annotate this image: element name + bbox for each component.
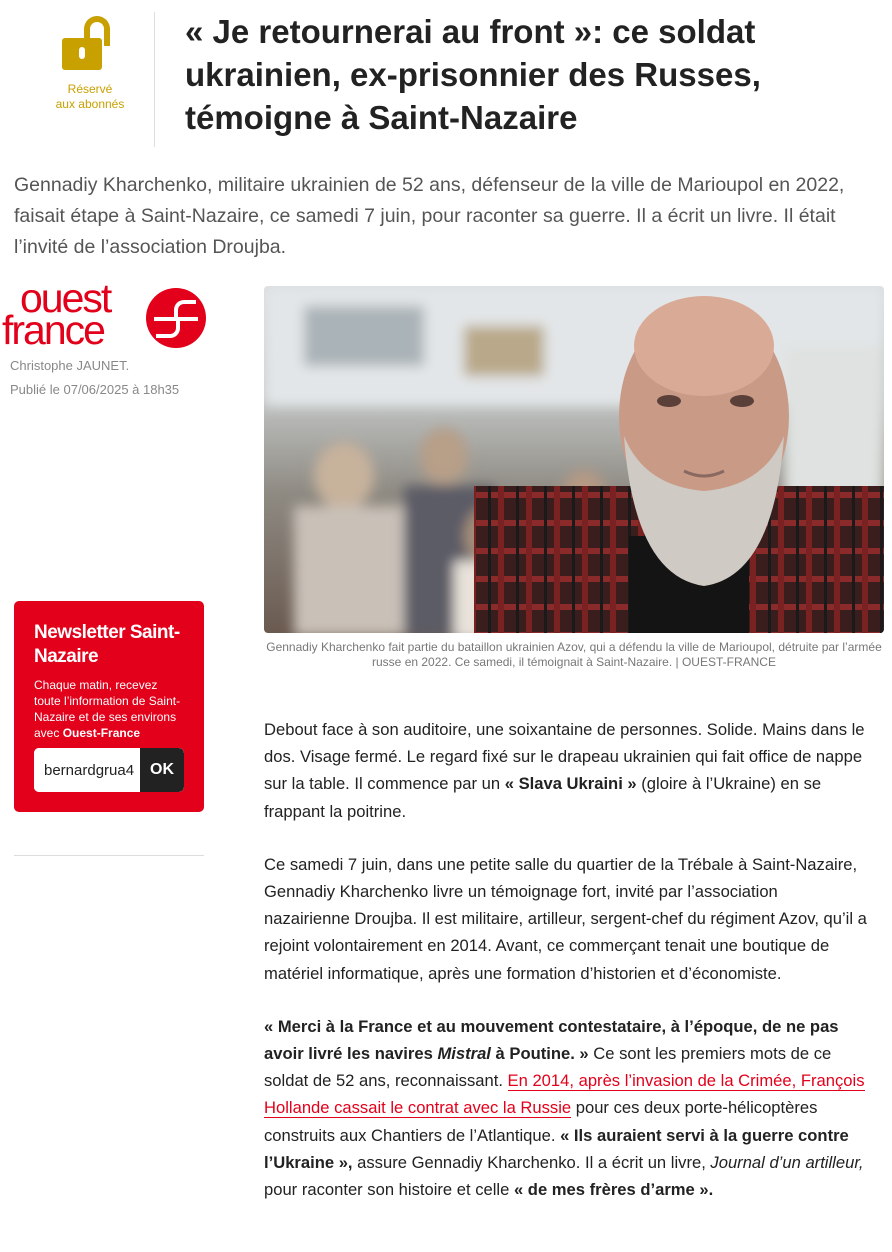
photo-illustration bbox=[264, 286, 884, 633]
newsletter-submit-button[interactable]: OK bbox=[140, 748, 184, 792]
article-title: « Je retournerai au front »: ce soldat ukrainien, ex-prisonnier des Russes, témoigne à Saint-Nazaire bbox=[185, 13, 761, 136]
newsletter-title: Newsletter Saint-Nazaire bbox=[34, 622, 180, 667]
paragraph-3: « Merci à la France et au mouvement contestataire, à l’époque, de ne pas avoir livré les navires Mistral à Poutine. » Ce sont les premiers mots de ce soldat de 52 ans, reconnaissant. En 2014, après l’invasion de la Crimée, François Hollande cassait le contrat avec la Russie pour ces deux porte-hélicoptères construits aux Chantiers de l’Atlantique. « Ils auraient servi à la guerre contre l’Ukraine », assure Gennadiy Kharchenko. Il a écrit un livre, Journal d’un artilleur, pour raconter son histoire et celle « de mes frères d’arme ». bbox=[264, 1016, 865, 1200]
sidebar-divider bbox=[14, 855, 204, 856]
premium-label: Réservé aux abonnés bbox=[55, 82, 125, 111]
ouest-france-logo[interactable]: ouest france bbox=[2, 280, 208, 348]
ouest-france-emblem-icon bbox=[146, 288, 206, 348]
unlocked-padlock-icon bbox=[58, 14, 122, 70]
header-divider bbox=[154, 12, 155, 147]
article-photo[interactable] bbox=[264, 286, 884, 633]
quote-mistral: « Merci à la France et au mouvement contestataire, à l’époque, de ne pas avoir livré les navires Mistral à Poutine. » bbox=[264, 1016, 839, 1064]
publish-date: Publié le 07/06/2025 à 18h35 bbox=[10, 382, 180, 397]
newsletter-email-input[interactable] bbox=[34, 748, 140, 792]
author-name: Christophe JAUNET. bbox=[10, 358, 130, 373]
paragraph-2: Ce samedi 7 juin, dans une petite salle du quartier de la Trébale à Saint-Nazaire, Gennadiy Kharchenko livre un témoignage fort, invité par l’association nazairienne Droujba. Il est militaire, artilleur, sergent-chef du régiment Azov, qu’il a rejoint volontairement en 2014. Avant, ce commerçant tenait une boutique de matériel informatique, après une formation d’historien et d’économiste. bbox=[264, 854, 867, 983]
newsletter-box bbox=[14, 601, 204, 812]
article-lead: Gennadiy Kharchenko, militaire ukrainien de 52 ans, défenseur de la ville de Marioupol en 2022, faisait étape à Saint-Nazaire, ce samedi 7 juin, pour raconter sa guerre. Il a écrit un livre. Il était l’invité de l’association Droujba. bbox=[14, 174, 845, 258]
photo-caption: Gennadiy Kharchenko fait partie du bataillon ukrainien Azov, qui a défendu la ville de Marioupol, détruite par l’armée russe en 2022. Ce samedi, il témoignait à Saint-Nazaire. | OUEST-FRANCE bbox=[266, 640, 882, 669]
article-link-crimea[interactable]: En 2014, après l’invasion de la Crimée, François Hollande cassait le contrat avec la Russie bbox=[264, 1071, 865, 1118]
paragraph-1: Debout face à son auditoire, une soixantaine de personnes. Solide. Mains dans le dos. Visage fermé. Le regard fixé sur le drapeau ukrainien qui fait office de nappe sur la table. Il commence par un « Slava Ukraini » (gloire à l’Ukraine) en se frappant la poitrine. bbox=[264, 720, 865, 821]
article-body bbox=[264, 716, 868, 1229]
newsletter-description: Chaque matin, recevez toute l’information de Saint-Nazaire et de ses environs avec Ouest-France bbox=[34, 678, 181, 740]
premium-badge bbox=[36, 14, 144, 112]
newsletter-form bbox=[34, 748, 184, 792]
